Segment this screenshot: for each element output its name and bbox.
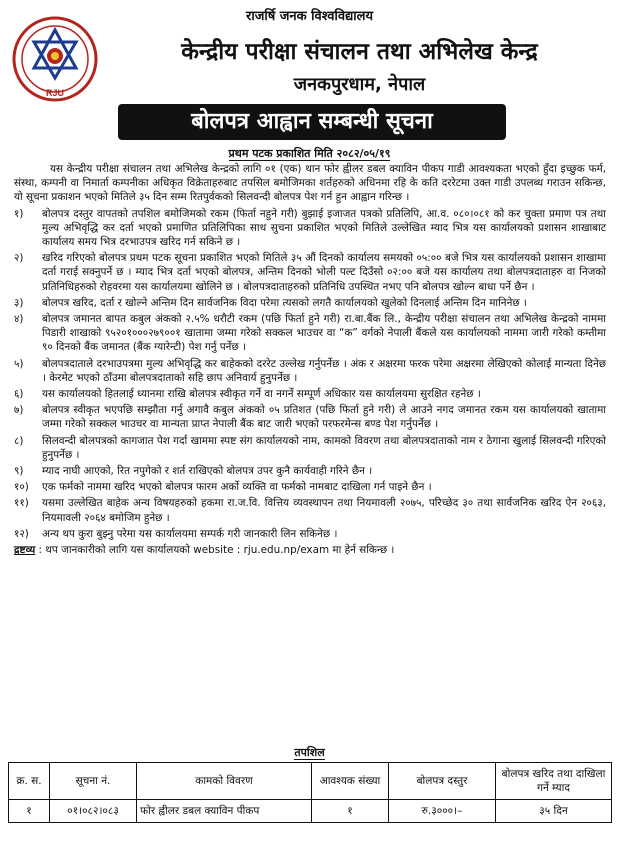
office-name: केन्द्रीय परीक्षा संचालन तथा अभिलेख केन्द्र	[181, 39, 538, 65]
column-header: बोलपत्र दस्तुर	[389, 763, 496, 800]
item-number: ३)	[14, 296, 24, 309]
note-label: द्रष्टव्य	[14, 544, 36, 557]
table-cell: फोर ह्वीलर डबल क्याविन पीकप	[137, 800, 312, 823]
item-number: ४)	[14, 313, 24, 326]
item-number: ११)	[14, 497, 29, 510]
table-cell: रु.३०००।–	[389, 800, 496, 823]
column-header: सूचना नं.	[50, 763, 137, 800]
list-item	[14, 403, 606, 431]
column-header: आवश्यक संख्या	[312, 763, 389, 800]
item-text: म्याद नाघी आएको, रित नपुगेको र शर्त राखिएको बोलपत्र उपर कुनै कार्यवाही गरिने छैन ।	[42, 465, 373, 478]
table-cell: ३५ दिन	[496, 800, 612, 823]
item-text: यसमा उल्लेखित बाहेक अन्य विषयहरुको हकमा रा.ज.वि. वित्तिय व्यवस्थापन तथा नियमावली २०७५, परिच्छेद ३० तथा सार्वजनिक खरिद ऐन २०६३, नियमावली २०६४ बमोजिम हुनेछ ।	[42, 497, 606, 524]
item-text: बोलपत्र स्वीकृत भएपछि सम्झौता गर्नु अगावै कबुल अंकको ०५ प्रतिशत (पछि फिर्ता हुने गरी) ले आउने नगद जमानत रकम यस कार्यालयको खातामा जम्मा गरेको सक्कल भाउचर वा मान्यता प्राप्त नेपाली बैंक बाट जारी भएको परफरमेन्स बण्ड पेश गर्नुपर्नेछ ।	[42, 404, 606, 431]
notice-body	[14, 162, 606, 557]
item-number: ५)	[14, 357, 24, 370]
item-text: एक फर्मको नाममा खरिद भएको बोलपत्र फारम अर्को व्यक्ति वा फर्मको नामबाट दाखिला गर्न पाइने छैन ।	[42, 481, 432, 494]
item-number: १०)	[14, 481, 29, 494]
note-text: : थप जानकारीको लागि यस कार्यालयको website : rju.edu.np/exam मा हेर्न सकिन्छ ।	[38, 544, 395, 557]
list-item	[14, 464, 606, 478]
item-number: ९)	[14, 465, 24, 478]
list-item	[14, 434, 606, 462]
item-number: ७)	[14, 404, 24, 417]
list-item	[14, 207, 606, 250]
table-cell: १	[312, 800, 389, 823]
item-number: १)	[14, 207, 24, 220]
office-address: जनकपुरधाम, नेपाल	[293, 74, 426, 95]
list-item	[14, 527, 606, 541]
table-title: तपशिल	[294, 746, 325, 759]
details-table	[8, 762, 612, 823]
item-number: ६)	[14, 388, 24, 401]
table-cell: १	[9, 800, 50, 823]
list-item	[14, 480, 606, 494]
list-item	[14, 387, 606, 401]
item-text: खरिद गरिएको बोलपत्र प्रथम पटक सूचना प्रकाशित भएको मितिले ३५ औं दिनको कार्यालय समयको ०५:०० बजे भित्र यस कार्यालयको प्रशासन शाखामा दर्ता गराई सक्नुपर्ने छ । म्याद भित्र दर्ता भएको बोलपत्र, अन्तिम दिनको भोली पल्ट दिउँसो ०२:०० बजे यस कार्यालय तथा बोलपत्रदाताहरु वा निजको प्रतिनिधिहरुको रोहवरमा यस कार्यालयमा खोलिने छ । बोलपत्रदाताहरुको प्रतिनिधि उपस्थित नभए पनि बोलपत्र खोल्न बाधा पर्ने छैन ।	[42, 252, 606, 293]
header	[0, 0, 619, 108]
column-header: कामको विवरण	[137, 763, 312, 800]
item-number: २)	[14, 252, 24, 265]
logo-text: RJU	[45, 88, 65, 98]
table-row	[9, 800, 612, 823]
table-cell: ०१।०८२।०८३	[50, 800, 137, 823]
university-name: राजर्षि जनक विश्वविद्यालय	[246, 9, 373, 24]
university-logo-icon	[12, 16, 98, 102]
item-number: १२)	[14, 527, 29, 540]
item-text: बोलपत्रदाताले दरभाउपत्रमा मुल्य अभिवृद्धि कर बाहेकको दररेट उल्लेख गर्नुपर्नेछ । अंक र अक्षरमा फरक परेमा अक्षरमा लेखिएको कोलाई मान्यता दिनेछ । केरमेट भएको ठाँउमा बोलपत्रदाताको सहि छाप अनिवार्य हुनुपर्नेछ ।	[42, 357, 606, 384]
item-text: यस कार्यालयको हितलाई ध्यानमा राखि बोलपत्र स्वीकृत गर्ने वा नगर्ने सम्पूर्ण अधिकार यस कार्यालयमा सुरक्षित रहनेछ ।	[42, 388, 481, 401]
item-text: अन्य थप कुरा बुझ्नु परेमा यस कार्यालयमा सम्पर्क गरी जानकारी लिन सकिनेछ ।	[42, 527, 338, 540]
list-item	[14, 357, 606, 385]
item-number: ८)	[14, 434, 24, 447]
notice-title: बोलपत्र आह्वान सम्बन्धी सूचना	[118, 104, 506, 140]
list-item	[14, 296, 606, 310]
note	[14, 543, 606, 557]
publish-date: प्रथम पटक प्रकाशित मिति २०८२/०५/१९	[228, 147, 391, 160]
column-header: बोलपत्र खरिद तथा दाखिला गर्ने म्याद	[496, 763, 612, 800]
item-text: बोलपत्र जमानत बापत कबुल अंकको २.५% धरौटी रकम (पछि फिर्ता हुने गरी) रा.बा.बैंक लि., केन्द्रीय परीक्षा संचालन तथा अभिलेख केन्द्रको नाममा पिडारी शाखाको ९५२०१०००२७९००१ खातामा जम्मा गरेको सक्कल भाउचर वा “क” वर्गको नेपाली बैंकले यस कार्यालयको नाममा जारी गरेको कम्तीमा ९० दिनको बैंक जमानत (बैंक ग्यारेन्टी) पेश गर्नु पर्नेछ ।	[42, 313, 606, 354]
list-item	[14, 312, 606, 355]
list-item	[14, 496, 606, 524]
table-header-row	[9, 763, 612, 800]
item-text: सिलवन्दी बोलपत्रको कागजात पेश गर्दा खाममा स्पष्ट संग कार्यालयको नाम, कामको विवरण तथा बोलपत्रदाताको नाम र ठेगाना खुलाई सिलवन्दी गरिएको हुनुपर्नेछ ।	[42, 434, 606, 461]
column-header: क्र. स.	[9, 763, 50, 800]
item-text: बोलपत्र दस्तुर वापतको तपशिल बमोजिमको रकम (फिर्ता नहुने गरी) बुझाई इजाजत पत्रको प्रतिलिपि, आ.व. ०८०।०८१ को कर चुक्ता प्रमाण पत्र तथा मुल्य अभिवृद्धि कर दर्ता भएको प्रमाणित प्रतिलिपिका साथ सुचना प्रकाशित भएको मितिले उल्लेखित म्याद भित्र यस कार्यालयको प्रशासन शाखाबाट कार्यालय समय भित्र दरभाउपत्र खरिद गर्न सकिने छ ।	[42, 207, 606, 249]
intro-paragraph: यस केन्द्रीय परीक्षा संचालन तथा अभिलेख केन्द्रको लागि ०१ (एक) थान फोर ह्वीलर डबल क्याविन पीकप गाडी आवश्यकता भएको हुँदा इच्छुक फर्म, संस्था, कम्पनी वा निमार्ता कम्पनीका अधिकृत विक्रेताहरुबाट तपसिल बमोजिमका शर्तहरुको अधिनमा रहि के कति दररेटमा उक्त गाडी उपलब्ध गराउन सकिन्छ, यो सूचना प्रकाशन भएको मितिले ३५ दिन सम्म रितपुर्वकको सिलवन्दी बोलपत्र पेश गर्न हुन आह्वान गरिन्छ ।	[14, 163, 606, 204]
item-text: बोलपत्र खरिद, दर्ता र खोल्ने अन्तिम दिन सार्वजनिक विदा परेमा त्यसको लगतै कार्यालयको खुलेको दिनलाई अन्तिम दिन मानिनेछ ।	[42, 296, 527, 309]
list-item	[14, 251, 606, 294]
